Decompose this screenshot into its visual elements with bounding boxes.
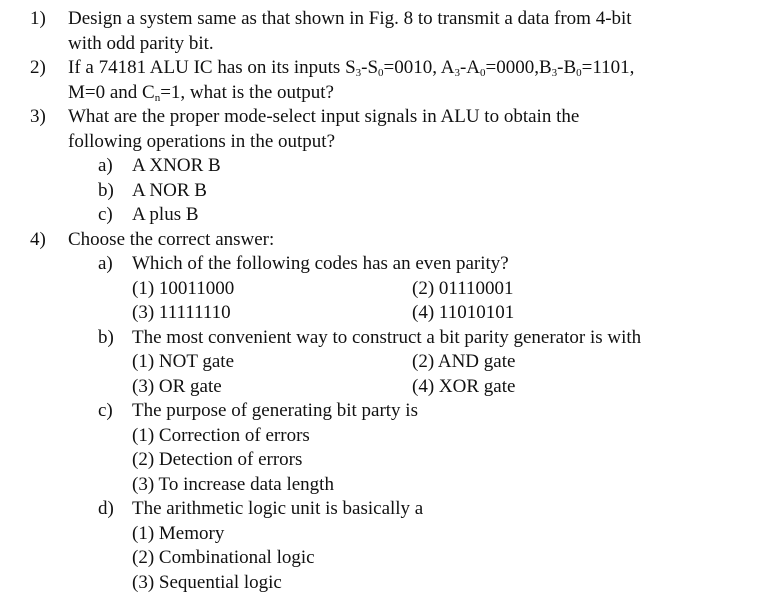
q1-line-2 [0,32,760,57]
q3-item-a-text: A XNOR B [132,155,221,176]
q4d-option-3: (3) Sequential logic [132,571,282,593]
q3-item-b [0,179,760,204]
q4d-label: d) [98,498,114,519]
q4d-text: The arithmetic logic unit is basically a [132,498,424,519]
q4c-option-1: (1) Correction of errors [132,424,310,446]
q4d-option-row-2 [0,546,760,571]
q4-line-1 [0,228,760,253]
q4-number: 4) [30,228,46,250]
q3-line-2 [0,130,760,155]
q3-item-a [0,154,760,179]
q2-line-1 [0,56,760,81]
q4d-line [0,497,760,522]
q4a-line [0,252,760,277]
q4c-option-row-1 [0,424,760,449]
q4a-label: a) [98,253,113,274]
q4a-option-1: (1) 10011000 [132,277,235,299]
q3-number: 3) [30,106,46,127]
q4d-option-row-3 [0,571,760,596]
q3-text-cont: following operations in the output? [68,130,336,152]
q3-text: What are the proper mode-select input signals in ALU to obtain the [68,106,580,127]
q4c-label: c) [98,400,113,421]
q4a-option-3: (3) 11111110 [132,302,231,323]
q4a-option-2: (2) 01110001 [412,277,514,299]
q3-item-c-text: A plus B [132,204,199,225]
q4a-options-row-1 [0,277,760,302]
q4b-options-row-1 [0,350,760,375]
q3-line-1 [0,105,760,130]
q4b-text: The most convenient way to construct a bit parity generator is with [132,326,642,348]
q1-text-cont: with odd parity bit. [68,32,214,54]
q4a-text: Which of the following codes has an even parity? [132,253,509,274]
q4c-option-3: (3) To increase data length [132,473,334,495]
q4b-option-1: (1) NOT gate [132,351,235,372]
q4c-option-2: (2) Detection of errors [132,449,303,470]
q4b-options-row-2 [0,375,760,400]
q4d-option-row-1 [0,522,760,547]
q4c-text: The purpose of generating bit party is [132,400,418,421]
q4d-option-1: (1) Memory [132,522,225,544]
q4-text: Choose the correct answer: [68,228,275,250]
q4b-label: b) [98,326,114,348]
q3-item-b-label: b) [98,179,114,201]
q4b-option-2: (2) AND gate [412,351,516,372]
q4a-options-row-2 [0,301,760,326]
q4b-option-3: (3) OR gate [132,375,222,397]
q1-number: 1) [30,8,46,29]
q4d-option-2: (2) Combinational logic [132,547,315,568]
q2-text: If a 74181 ALU IC has on its inputs $S_3-S_0=0010$, $A_3-A_0=0000,B_3-B_0=1101$, [68,57,635,79]
q2-line-2 [0,81,760,106]
q4b-line [0,326,760,351]
q3-item-c [0,203,760,228]
q3-item-c-label: c) [98,204,113,225]
q4b-option-4: (4) XOR gate [412,375,516,397]
q3-item-b-text: A NOR B [132,179,207,201]
q4c-line [0,399,760,424]
q4c-option-row-2 [0,448,760,473]
q4c-option-row-3 [0,473,760,498]
q1-line-1 [0,7,760,32]
q4a-option-4: (4) 11010101 [412,302,515,323]
q2-number: 2) [30,57,46,78]
question-sheet [0,7,760,595]
q2-text-cont: M=0 and $C_n=1$, what is the output? [68,81,334,104]
q1-text: Design a system same as that shown in Fig. 8 to transmit a data from 4-bit [68,8,632,29]
q3-item-a-label: a) [98,155,113,176]
